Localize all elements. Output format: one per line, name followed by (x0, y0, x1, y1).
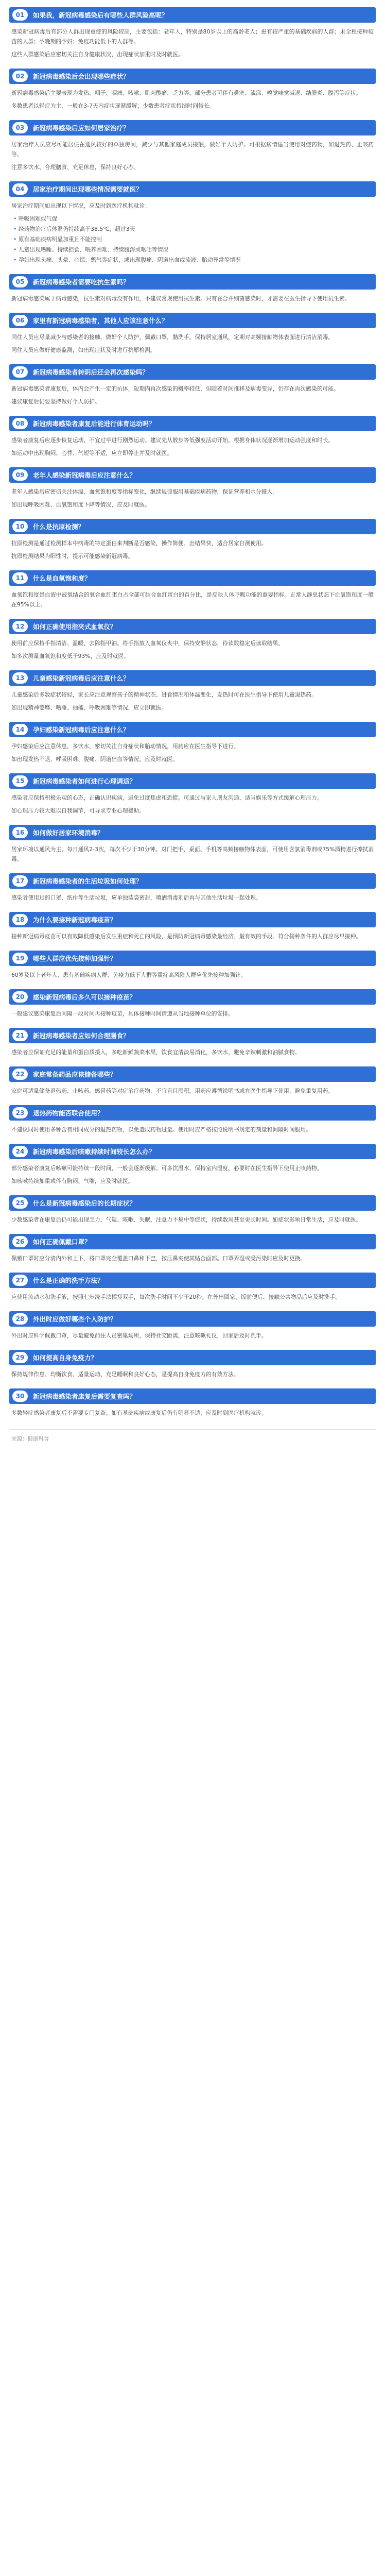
answer-paragraph: 60岁及以上老年人、患有基础疾病人群、免疫力低下人群等重症高风险人群应优先接种加强针。 (11, 972, 247, 978)
question-text: 新冠病毒感染者转阴后还会再次感染吗？ (33, 368, 149, 376)
answer-paragraph: 感染者康复后应逐步恢复运动，不宜过早进行剧烈运动。建议先从散步等低强度活动开始，根据身体状况逐渐增加运动强度和时长。 (11, 437, 334, 444)
question-bar (9, 1350, 376, 1365)
qa-item (9, 1273, 376, 1306)
question-text: 如何正确使用指夹式血氧仪？ (33, 623, 117, 631)
qa-item (9, 181, 376, 269)
answer-body (9, 789, 376, 820)
question-bar (9, 619, 376, 634)
question-number-badge: 15 (12, 775, 28, 787)
answer-list-item: • 原有基础疾病明显加重且不能控制 (13, 234, 374, 244)
question-text: 如何提高自身免疫力？ (33, 1354, 98, 1362)
answer-paragraph: 新冠病毒感染属于病毒感染，抗生素对病毒没有作用，不建议常规使用抗生素。只有在合并细菌感染时，才需要在医生指导下使用抗生素。 (11, 295, 351, 302)
question-text: 新冠病毒感染者康复后需要复查吗？ (33, 1393, 136, 1400)
answer-paragraph: 使用前应保持手指清洁、温暖，去除指甲油。将手指放入血氧仪夹中，保持安静状态，待读数稳定后读取结果。 (11, 640, 284, 647)
answer-body (9, 23, 376, 63)
answer-paragraph: 居家治疗人员应尽可能居住在通风较好的单独房间，减少与其他家庭成员接触，做好个人防护。可根据病情适当使用对症药物，如退热药、止咳药等。 (11, 141, 374, 158)
question-text: 如何做好居家环境消毒？ (33, 829, 104, 837)
question-bar (9, 989, 376, 1005)
qa-item (9, 989, 376, 1023)
answer-paragraph: 感染者使用过的口罩、纸巾等生活垃圾，应单独装袋密封，喷洒消毒剂后再与其他生活垃圾一起处理。 (11, 894, 261, 901)
answer-body (9, 634, 376, 665)
answer-paragraph: 如出现发热不退、呼吸困难、腹痛、阴道出血等情况，应及时就医。 (11, 756, 178, 762)
question-bar (9, 1066, 376, 1082)
answer-paragraph: 一般建议感染康复后间隔一段时间再接种疫苗，具体接种时间请遵从当地接种单位的安排。 (11, 1010, 234, 1017)
answer-paragraph: 这些人群感染后应密切关注自身健康状况，出现症状加重时及时就医。 (11, 51, 184, 58)
question-number-badge: 23 (12, 1107, 28, 1118)
question-bar (9, 912, 376, 927)
question-text: 孕妇感染新冠病毒后应注意什么？ (33, 726, 130, 734)
answer-body (9, 889, 376, 907)
question-number-badge: 02 (12, 71, 28, 82)
question-text: 新冠病毒感染者如何进行心理调适？ (33, 777, 136, 785)
question-number-badge: 16 (12, 827, 28, 838)
question-bar (9, 1273, 376, 1288)
question-text: 居家治疗期间出现哪些情况需要就医？ (33, 185, 143, 193)
question-number-badge: 14 (12, 724, 28, 735)
question-number-badge: 30 (12, 1391, 28, 1402)
answer-paragraph: 孕妇感染后应注意休息，多饮水，密切关注自身症状和胎动情况，用药应在医生指导下进行。 (11, 743, 239, 750)
qa-item (9, 570, 376, 614)
answer-paragraph: 如出现精神萎靡、嗜睡、抽搐、呼吸困难等情况，应立即就医。 (11, 704, 167, 711)
question-number-badge: 22 (12, 1069, 28, 1080)
question-text: 什么是正确的洗手方法？ (33, 1277, 104, 1284)
question-number-badge: 07 (12, 366, 28, 378)
question-bar (9, 519, 376, 534)
qa-item (9, 1388, 376, 1422)
answer-paragraph: 感染新冠病毒后有部分人群出现重症的风险较高，主要包括：老年人，特别是80岁以上的高龄老人；患有较严重的基础疾病的人群；未全程接种疫苗的人群；孕晚期的孕妇；免疫功能低下的人群等。 (11, 28, 374, 45)
question-text: 新冠病毒感染者需要吃抗生素吗？ (33, 278, 130, 286)
answer-paragraph: 抗原检测结果为阳性时，提示可能感染新冠病毒。 (11, 553, 134, 560)
answer-paragraph: 外出时应科学佩戴口罩，尽量避免前往人员密集场所，保持社交距离，注意咳嗽礼仪，回家后及时洗手。 (11, 1332, 267, 1339)
question-number-badge: 08 (12, 418, 28, 429)
answer-body (9, 1404, 376, 1422)
answer-paragraph: 接种新冠病毒疫苗可以有效降低感染后发生重症和死亡的风险，是预防新冠病毒感染最经济、最有效的手段。符合接种条件的人群应尽早接种。 (11, 933, 362, 940)
answer-paragraph: 不建议同时使用多种含有相同成分的退热药物，以免造成药物过量。使用时应严格按照说明书规定的剂量和间隔时间服用。 (11, 1126, 312, 1133)
question-number-badge: 04 (12, 183, 28, 195)
qa-item (9, 274, 376, 308)
answer-paragraph: 新冠病毒感染者康复后，体内会产生一定的抗体，短期内再次感染的概率较低，但随着时间推移及病毒变异，仍存在再次感染的可能。 (11, 385, 340, 392)
answer-paragraph: 建议康复后仍要坚持做好个人防护。 (11, 398, 100, 405)
question-bar (9, 274, 376, 290)
qa-item (9, 951, 376, 984)
qa-item (9, 1144, 376, 1190)
qa-item (9, 1234, 376, 1267)
answer-paragraph: 抗原检测是通过检测样本中病毒的特定蛋白来判断是否感染，操作简便、出结果快，适合居家自测使用。 (11, 540, 267, 547)
answer-body (9, 1365, 376, 1383)
answer-list-item: • 经药物治疗后体温仍持续高于38.5℃，超过3天 (13, 224, 374, 234)
question-bar (9, 1195, 376, 1211)
answer-body (9, 737, 376, 768)
qa-item (9, 364, 376, 411)
answer-body (9, 1288, 376, 1306)
answer-body (9, 197, 376, 269)
qa-item (9, 519, 376, 565)
qa-item (9, 773, 376, 820)
answer-body (9, 534, 376, 565)
answer-list (11, 214, 374, 265)
question-text: 如果我，新冠病毒感染后有哪些人群风险高呢？ (33, 11, 168, 19)
question-bar (9, 1388, 376, 1404)
answer-body (9, 483, 376, 514)
question-bar (9, 181, 376, 197)
question-bar (9, 1144, 376, 1159)
question-text: 新冠病毒感染者的生活垃圾如何处理？ (33, 877, 143, 885)
question-number-badge: 29 (12, 1352, 28, 1363)
qa-item (9, 1311, 376, 1345)
question-text: 家庭常备药品应该储备哪些？ (33, 1071, 117, 1078)
answer-body (9, 1121, 376, 1139)
question-text: 如何正确佩戴口罩？ (33, 1238, 91, 1246)
question-number-badge: 10 (12, 521, 28, 532)
question-number-badge: 12 (12, 621, 28, 632)
question-number-badge: 05 (12, 276, 28, 287)
footer: 来源：健康科普 (9, 1429, 376, 1448)
answer-paragraph: 血氧饱和度是血液中被氧结合的氧合血红蛋白占全部可结合血红蛋白的百分比，是反映人体呼吸功能的重要指标。正常人静息状态下血氧饱和度一般在95%以上。 (11, 591, 374, 608)
question-text: 什么是新冠病毒感染后的长期症状？ (33, 1199, 136, 1207)
question-bar (9, 1028, 376, 1043)
question-text: 感染新冠病毒后多久可以接种疫苗？ (33, 993, 136, 1001)
answer-body (9, 1249, 376, 1267)
question-bar (9, 1105, 376, 1121)
answer-body (9, 1327, 376, 1345)
question-text: 新冠病毒感染后应如何居家治疗？ (33, 124, 130, 132)
qa-item (9, 467, 376, 514)
answer-paragraph: 如咳嗽持续加重或伴有胸闷、气喘，应及时就医。 (11, 1178, 134, 1184)
question-bar (9, 416, 376, 431)
answer-paragraph: 如运动中出现胸闷、心悸、气短等不适，应立即停止并及时就医。 (11, 450, 173, 456)
question-bar (9, 1234, 376, 1249)
qa-item (9, 7, 376, 63)
qa-item (9, 873, 376, 907)
answer-paragraph: 应使用流动水和洗手液，按照七步洗手法揉搓双手，每次洗手时间不少于20秒。在外出回家、饭前便后、接触公共物品后应及时洗手。 (11, 1294, 341, 1300)
question-bar (9, 773, 376, 789)
question-bar (9, 7, 376, 23)
answer-paragraph: 老年人感染后应密切关注体温、血氧饱和度等指标变化，继续规律服用基础疾病药物，保证营养和水分摄入。 (11, 488, 278, 495)
qa-item (9, 313, 376, 359)
answer-paragraph: 居家环境以通风为主，每日通风2-3次，每次不少于30分钟。对门把手、桌面、手机等高频接触物体表面，可使用含氯消毒剂或75%酒精进行擦拭消毒。 (11, 846, 374, 862)
question-number-badge: 21 (12, 1030, 28, 1041)
answer-paragraph: 如心理压力较大难以自我调节，可寻求专业心理援助。 (11, 807, 145, 814)
answer-body (9, 328, 376, 359)
answer-body (9, 966, 376, 984)
question-bar (9, 313, 376, 328)
answer-paragraph: 儿童感染后多数症状较轻，家长应注意观察孩子的精神状态、进食情况和体温变化，发热时可在医生指导下使用儿童退热药。 (11, 691, 317, 698)
question-bar (9, 570, 376, 586)
question-number-badge: 13 (12, 672, 28, 684)
question-bar (9, 825, 376, 840)
qa-item (9, 1105, 376, 1139)
question-number-badge: 19 (12, 953, 28, 964)
qa-item (9, 1350, 376, 1383)
question-bar (9, 69, 376, 84)
question-text: 新冠病毒感染者应如何合理膳食？ (33, 1032, 130, 1040)
answer-body (9, 1159, 376, 1190)
answer-body (9, 927, 376, 945)
qa-item (9, 1066, 376, 1100)
question-text: 儿童感染新冠病毒后应注意什么？ (33, 674, 130, 682)
answer-paragraph: 新冠病毒感染后主要表现为发热、咽干、咽痛、咳嗽、肌肉酸痛、乏力等，部分患者可伴有鼻塞、流涕、嗅觉味觉减退、结膜炎、腹泻等症状。 (11, 90, 362, 96)
qa-item (9, 825, 376, 868)
answer-body (9, 1211, 376, 1229)
answer-paragraph: 佩戴口罩时应分清内外和上下，将口罩完全覆盖口鼻和下巴，按压鼻夹使其贴合面部。口罩弄湿或受污染时应及时更换。 (11, 1255, 306, 1262)
answer-list-item: • 儿童出现嗜睡、持续拒食、喂养困难、持续腹泻或呕吐等情况 (13, 245, 374, 255)
answer-paragraph: 居家治疗期间如出现以下情况，应及时到医疗机构就诊： (11, 202, 150, 209)
answer-paragraph: 注意多饮水、合理膳食、充足休息，保持良好心态。 (11, 164, 139, 171)
question-bar (9, 951, 376, 966)
question-number-badge: 17 (12, 875, 28, 887)
question-text: 新冠病毒感染后会出现哪些症状？ (33, 73, 130, 80)
answer-body (9, 84, 376, 115)
qa-item (9, 912, 376, 945)
answer-body (9, 290, 376, 308)
answer-paragraph: 感染者应保持积极乐观的心态，正确认识疾病，避免过度焦虑和恐慌。可通过与家人朋友沟通、适当娱乐等方式缓解心理压力。 (11, 794, 323, 801)
answer-paragraph: 多数轻症感染者康复后不需要专门复查。如有基础疾病或康复后仍有明显不适，应及时到医疗机构就诊。 (11, 1410, 267, 1416)
qa-item (9, 722, 376, 768)
answer-body (9, 431, 376, 462)
answer-body (9, 840, 376, 868)
answer-paragraph: 家庭可适量储备退热药、止咳药、感冒药等对症治疗药物，不宜盲目囤积，用药应遵循说明书或在医生指导下使用，避免重复用药。 (11, 1088, 334, 1094)
question-text: 外出时应做好哪些个人防护？ (33, 1315, 117, 1323)
question-bar (9, 364, 376, 380)
qa-item (9, 120, 376, 176)
question-text: 新冠病毒感染后咳嗽持续时间较长怎么办？ (33, 1148, 155, 1156)
question-bar (9, 1311, 376, 1327)
question-number-badge: 09 (12, 469, 28, 481)
qa-item (9, 1195, 376, 1229)
question-number-badge: 20 (12, 991, 28, 1003)
question-number-badge: 18 (12, 914, 28, 925)
answer-body (9, 1043, 376, 1061)
qa-item (9, 619, 376, 665)
question-number-badge: 27 (12, 1275, 28, 1286)
answer-paragraph: 如出现呼吸困难、血氧饱和度下降等情况，应及时就医。 (11, 501, 150, 508)
question-number-badge: 06 (12, 315, 28, 326)
qa-item (9, 416, 376, 462)
answer-body (9, 380, 376, 411)
question-bar (9, 722, 376, 737)
question-text: 老年人感染新冠病毒后应注意什么？ (33, 471, 136, 479)
qa-item (9, 1028, 376, 1061)
question-number-badge: 24 (12, 1146, 28, 1157)
answer-paragraph: 感染者应保证充足的能量和蛋白质摄入，多吃新鲜蔬菜水果，饮食宜清淡易消化，多饮水，避免辛辣刺激和油腻食物。 (11, 1049, 301, 1056)
answer-list-item: • 呼吸困难或气促 (13, 214, 374, 224)
question-text: 新冠病毒感染者康复后能进行体育运动吗？ (33, 420, 155, 428)
question-text: 什么是血氧饱和度？ (33, 574, 91, 582)
answer-body (9, 135, 376, 176)
question-number-badge: 26 (12, 1236, 28, 1247)
answer-paragraph: 同住人员应尽量减少与感染者的接触，做好个人防护，佩戴口罩，勤洗手。保持居室通风，定期对高频接触物体表面进行清洁消毒。 (11, 334, 334, 341)
answer-body (9, 1082, 376, 1100)
answer-body (9, 586, 376, 614)
question-text: 哪些人群应优先接种加强针？ (33, 955, 117, 962)
answer-body (9, 686, 376, 717)
question-number-badge: 01 (12, 9, 28, 21)
question-bar (9, 670, 376, 686)
answer-paragraph: 如多次测量血氧饱和度低于93%，应及时就医。 (11, 653, 130, 659)
question-number-badge: 25 (12, 1197, 28, 1209)
answer-paragraph: 同住人员应做好健康监测，如出现症状及时进行抗原检测。 (11, 347, 156, 353)
answer-paragraph: 少数感染者在康复后仍可能出现乏力、气短、咳嗽、失眠、注意力不集中等症状，持续数周甚至更长时间。如症状影响日常生活，应及时就医。 (11, 1216, 362, 1223)
answer-paragraph: 保持规律作息、均衡饮食、适量运动、充足睡眠和良好心态，是提高自身免疫力的有效方法。 (11, 1371, 239, 1378)
qa-item (9, 670, 376, 717)
qa-list (9, 7, 376, 1422)
answer-paragraph: 部分感染者康复后咳嗽可能持续一段时间，一般会逐渐缓解。可多饮温水、保持室内湿度，必要时在医生指导下使用止咳药物。 (11, 1165, 323, 1172)
question-text: 家里有新冠病毒感染者，其他人应该注意什么？ (33, 317, 168, 325)
question-text: 什么是抗原检测？ (33, 523, 85, 531)
question-text: 退热药物能否联合使用？ (33, 1109, 104, 1117)
question-bar (9, 120, 376, 135)
answer-body (9, 1005, 376, 1023)
question-number-badge: 03 (12, 122, 28, 133)
question-number-badge: 11 (12, 572, 28, 584)
answer-paragraph: 多数患者以轻症为主，一般在3-7天内症状逐渐缓解；少数患者症状持续时间较长。 (11, 103, 215, 109)
answer-list-item: • 孕妇出现头痛、头晕、心慌、憋气等症状，或出现腹痛、阴道出血或流液、胎动异常等情况 (13, 255, 374, 265)
question-bar (9, 873, 376, 889)
qa-item (9, 69, 376, 115)
question-bar (9, 467, 376, 483)
question-text: 为什么要接种新冠病毒疫苗？ (33, 916, 117, 924)
question-number-badge: 28 (12, 1313, 28, 1325)
